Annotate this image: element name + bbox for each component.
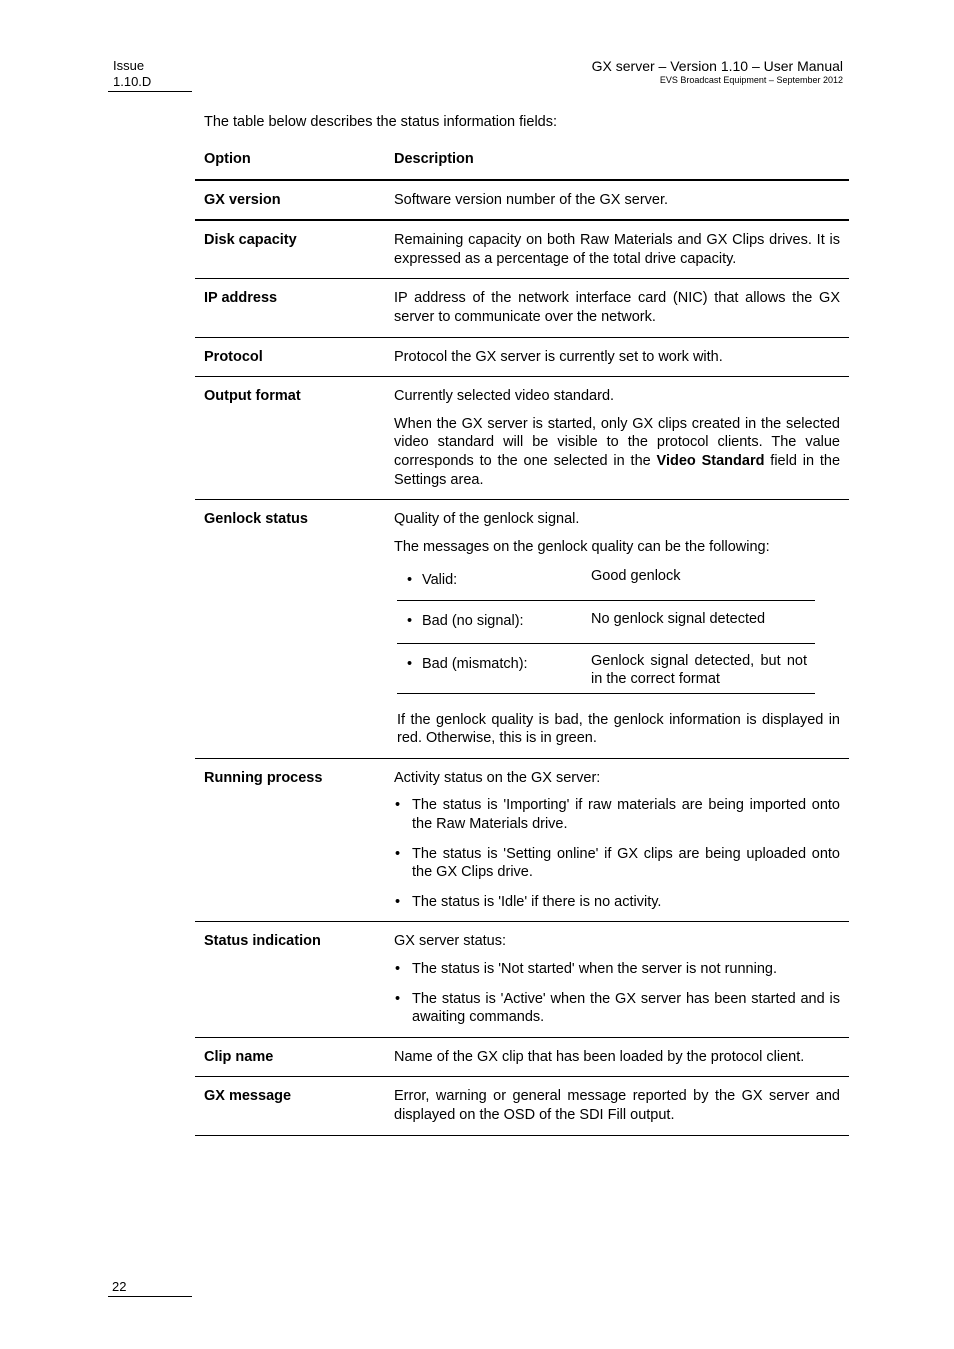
description-ip-address: IP address of the network interface card (NIC) that allows the GX server to communicate over the network. xyxy=(394,279,849,337)
issue-label: Issue xyxy=(113,58,145,73)
description-gx-message: Error, warning or general message reported by the GX server and displayed on the OSD of the SDI Fill output. xyxy=(394,1077,849,1135)
option-genlock-status: Genlock status xyxy=(195,500,394,759)
issue-number: 1.10.D xyxy=(113,74,152,89)
list-item: • The status is 'Not started' when the server is not running. xyxy=(394,960,840,979)
header-title-block xyxy=(592,58,843,86)
genlock-key: • Valid: xyxy=(403,571,457,590)
table-row xyxy=(195,1077,849,1135)
table-row xyxy=(195,758,849,922)
list-item: • The status is 'Setting online' if GX clips are being uploaded onto the GX Clips drive. xyxy=(394,845,840,882)
description-gx-version: Software version number of the GX server. xyxy=(394,180,849,221)
table-row xyxy=(195,180,849,221)
table-row xyxy=(195,1037,849,1077)
description-protocol: Protocol the GX server is currently set to work with. xyxy=(394,337,849,377)
running-process-intro: Activity status on the GX server: xyxy=(394,769,601,786)
table-row xyxy=(195,500,849,759)
output-format-detail xyxy=(394,415,840,489)
genlock-message-row xyxy=(397,600,815,643)
genlock-message-row xyxy=(397,565,815,600)
genlock-key: • Bad (mismatch): xyxy=(403,655,528,674)
genlock-messages-table xyxy=(397,565,815,693)
status-indication-list xyxy=(394,960,840,1027)
header-issue-block xyxy=(108,58,192,92)
genlock-value: Good genlock xyxy=(591,565,815,600)
table-row xyxy=(195,337,849,377)
intro-text: The table below describes the status information fields: xyxy=(204,114,558,130)
option-protocol: Protocol xyxy=(195,337,394,377)
list-item: • The status is 'Importing' if raw materials are being imported onto the Raw Materials drive. xyxy=(394,796,840,833)
output-format-intro: Currently selected video standard. xyxy=(394,388,615,405)
option-running-process: Running process xyxy=(195,758,394,922)
genlock-messages-intro: The messages on the genlock quality can be the following: xyxy=(394,538,770,555)
table-row xyxy=(195,922,849,1037)
footer-page-block xyxy=(108,1279,192,1297)
description-genlock-status xyxy=(394,500,849,759)
genlock-key: • Bad (no signal): xyxy=(403,612,524,631)
running-process-list xyxy=(394,796,840,911)
option-gx-version: GX version xyxy=(195,180,394,221)
list-item: • The status is 'Idle' if there is no activity. xyxy=(394,893,840,912)
genlock-value: Genlock signal detected, but not in the correct format xyxy=(591,643,815,693)
header-rule xyxy=(108,91,192,92)
option-status-indication: Status indication xyxy=(195,922,394,1037)
table-row xyxy=(195,279,849,337)
option-gx-message: GX message xyxy=(195,1077,394,1135)
table-row xyxy=(195,220,849,279)
description-status-indication xyxy=(394,922,849,1037)
publisher-line: EVS Broadcast Equipment – September 2012 xyxy=(659,75,843,85)
description-disk-capacity: Remaining capacity on both Raw Materials and GX Clips drives. It is expressed as a percentage of the total drive capacity. xyxy=(394,220,849,279)
column-header-description: Description xyxy=(394,142,849,180)
output-format-detail-end: field in the Settings area. xyxy=(394,452,841,488)
output-format-detail-start: When the GX server is started, only GX clips created in the selected video standard will be visible to the protocol clients. The value corresponds to the one selected in the xyxy=(394,415,840,469)
description-running-process xyxy=(394,758,849,922)
genlock-message-row xyxy=(397,643,815,693)
genlock-intro: Quality of the genlock signal. xyxy=(394,511,580,528)
genlock-value: No genlock signal detected xyxy=(591,600,815,643)
table-row xyxy=(195,377,849,500)
option-output-format: Output format xyxy=(195,377,394,500)
description-output-format xyxy=(394,377,849,500)
column-header-option: Option xyxy=(195,142,394,180)
status-fields-table xyxy=(195,142,849,1136)
status-indication-intro: GX server status: xyxy=(394,933,507,950)
genlock-color-note: If the genlock quality is bad, the genlock information is displayed in red. Otherwise, this is in green. xyxy=(397,711,840,747)
option-clip-name: Clip name xyxy=(195,1037,394,1077)
option-ip-address: IP address xyxy=(195,279,394,337)
footer-rule xyxy=(108,1296,192,1297)
table-header-row xyxy=(195,142,849,180)
description-clip-name: Name of the GX clip that has been loaded by the protocol client. xyxy=(394,1037,849,1077)
manual-title: GX server – Version 1.10 – User Manual xyxy=(591,58,843,74)
option-disk-capacity: Disk capacity xyxy=(195,220,394,279)
video-standard-term: Video Standard xyxy=(656,452,765,469)
list-item: • The status is 'Active' when the GX server has been started and is awaiting commands. xyxy=(394,990,840,1027)
page-number: 22 xyxy=(112,1279,127,1294)
